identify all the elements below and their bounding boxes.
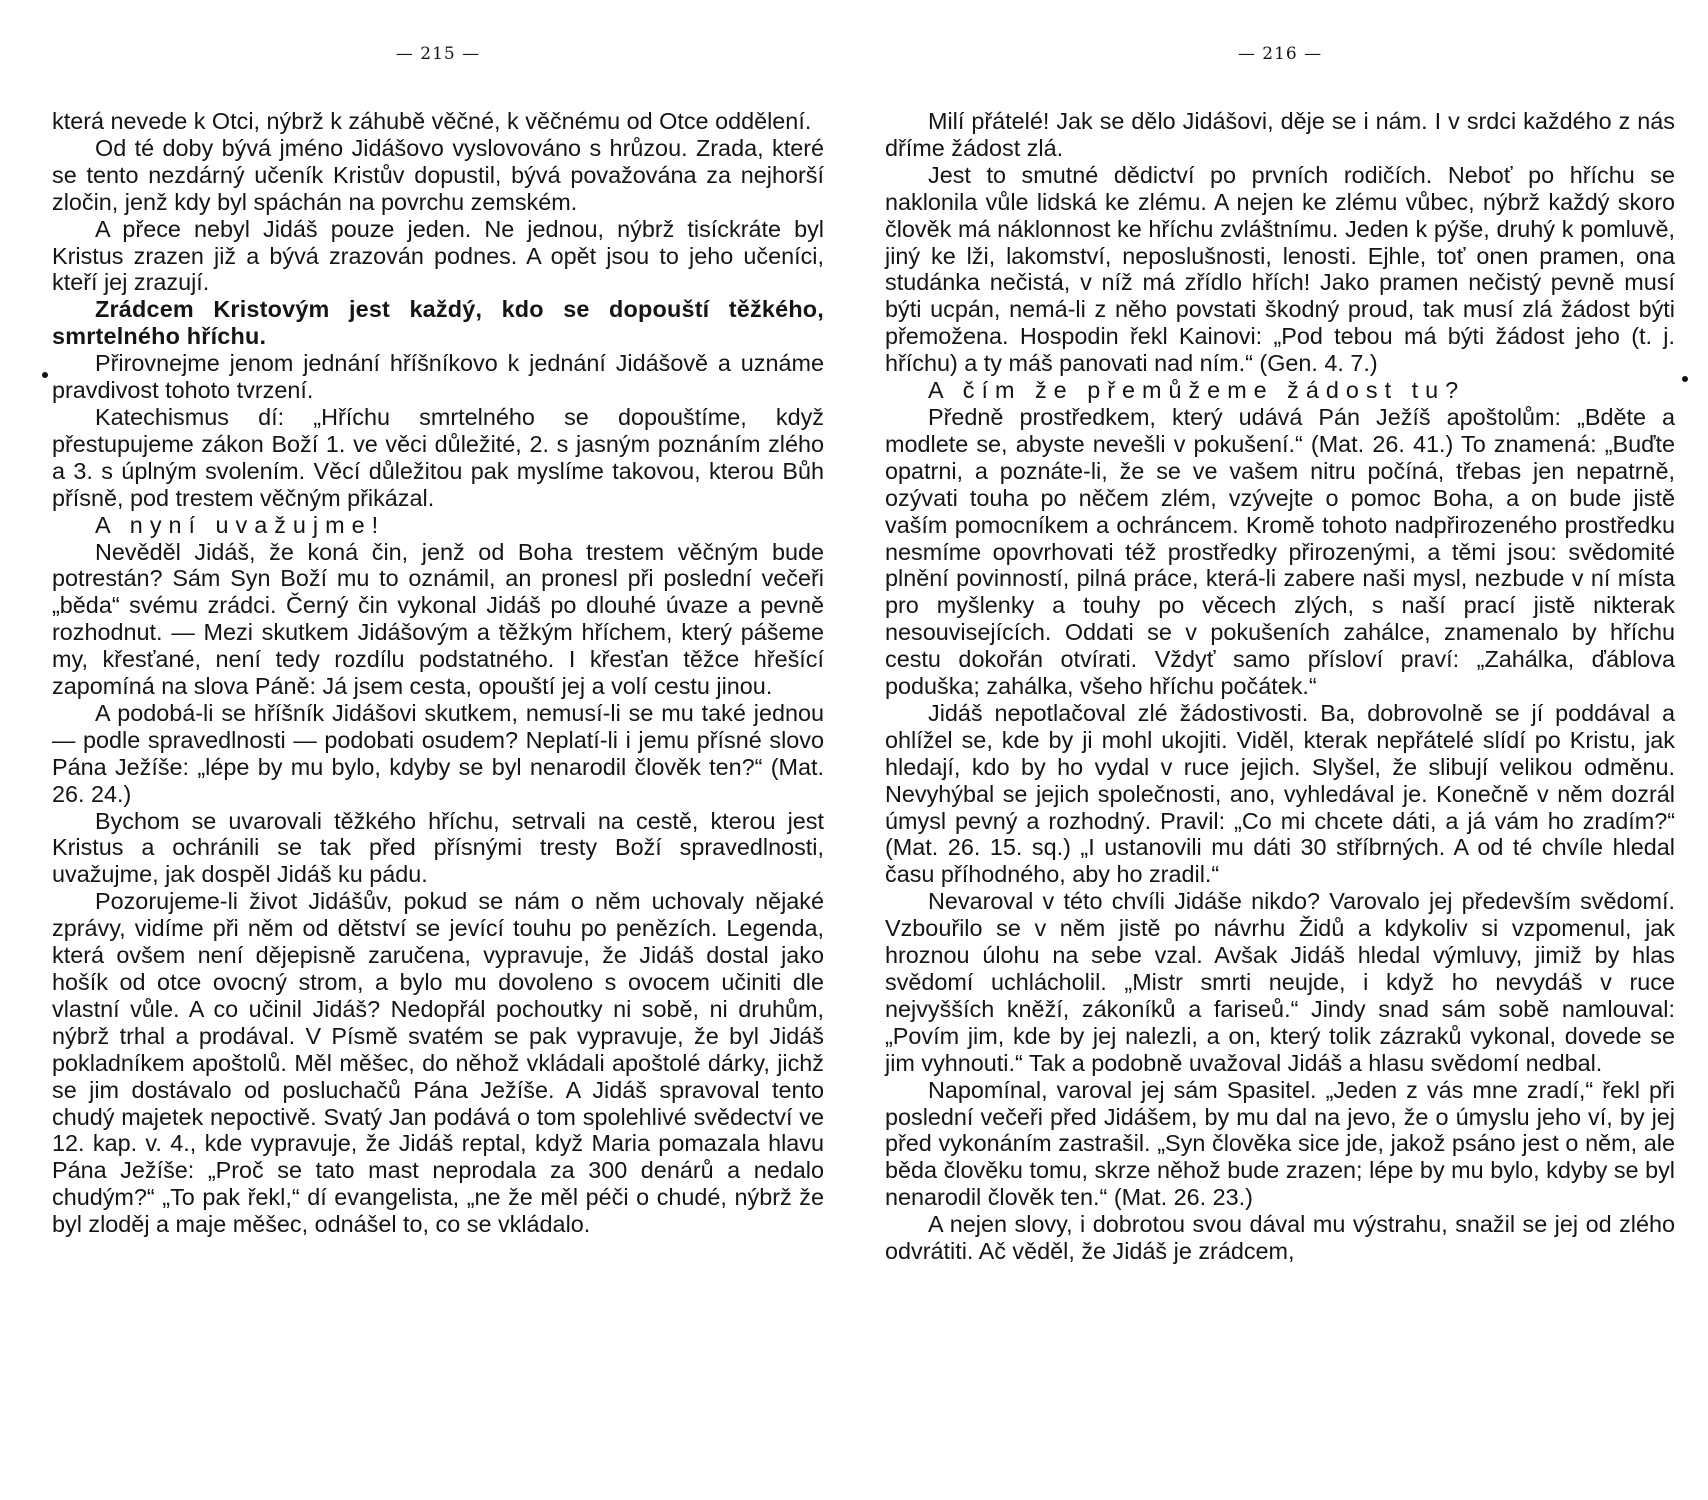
paragraph: A čím že přemůžeme žádost tu?: [928, 377, 1466, 404]
paragraph: Nevěděl Jidáš, že koná čin, jenž od Boha trestem věčným bude potrestán? Sám Syn Boží mu to oznámil, an pronesl při poslední večeři „běda“ svému zrádci. Černý čin vykonal Jidáš po dlouhé úvaze a pevně rozhodnut. — Mezi skutkem Jidášovým a těžkým hříchem, který pášeme my, křesťané, není tedy rozdílu podstatného. I křesťan těžce hřešící zapomíná na slova Páně: Já jsem cesta, opouští jej a volí cestu jinou.: [52, 538, 824, 700]
paragraph: která nevede k Otci, nýbrž k záhubě věčné, k věčnému od Otce oddělení.: [52, 108, 812, 134]
margin-dot: [1682, 376, 1688, 382]
paragraph: A nejen slovy, i dobrotou svou dával mu výstrahu, snažil se jej od zlého odvrátiti. Ač věděl, že Jidáš je zrádcem,: [885, 1211, 1675, 1265]
paragraph: Milí přátelé! Jak se dělo Jidášovi, děje se i nám. I v srdci každého z nás dříme žádost zlá.: [885, 108, 1675, 161]
paragraph: A přece nebyl Jidáš pouze jeden. Ne jednou, nýbrž tisíckráte byl Kristus zrazen již a bývá zrazován podnes. A opět jsou to jeho učeníci, kteří jej zrazují.: [52, 215, 824, 296]
paragraph: Jidáš nepotlačoval zlé žádostivosti. Ba, dobrovolně se jí poddával a ohlížel se, kde by ji mohl ukojiti. Viděl, kterak nepřátelé slídí po Kristu, jak hledají, kdo by ho vydal v ruce jejich. Slyšel, že slibují velikou odměnu. Nevyhýbal se jejich společnosti, ano, vyhledával je. Konečně v něm dozrál úmysl pevný a rozhodný. Pravil: „Co mi chcete dáti, a já vám ho zradím?“ (Mat. 26. 15. sq.) „I ustanovili mu dáti 30 stříbrných. A od té chvíle hledal času příhodného, aby ho zradil.“: [885, 699, 1675, 888]
paragraph: Předně prostředkem, který udává Pán Ježíš apoštolům: „Bděte a modlete se, abyste nevešli v pokušení.“ (Mat. 26. 41.) To znamená: „Buďte opatrni, a poznáte-li, že se ve vašem nitru počíná, třebas jen nepatrně, ozývati touha po něčem zlém, vzývejte o pomoc Boha, a on bude jistě vaším pomocníkem a ochráncem. Kromě tohoto nadpřirozeného prostředku nesmíme opovrhovati též prostředky přirozenými, a těmi jsou: svědomité plnění povinností, pilná práce, která-li zabere naši mysl, nezbude v ní místa pro myšlenky a touhy po věcech zlých, s naší prací jistě nikterak nesouvisejících. Oddati se v pokušeních zahálce, znamenalo by hříchu cestu dokořán otvírati. Vždyť samo přísloví praví: „Zahálka, ďáblova poduška; zahálka, všeho hříchu počátek.“: [885, 403, 1675, 700]
page-text: [885, 108, 1675, 1265]
margin-dot: [42, 372, 48, 378]
paragraph: Od té doby bývá jméno Jidášovo vyslovováno s hrůzou. Zrada, které se tento nezdárný učeník Kristův dopustil, bývá považována za nejhorší zločin, jenž kdy byl spáchán na povrchu zemském.: [52, 134, 824, 215]
bold-heading: Zrádcem Kristovým jest každý, kdo se dopouští těžkého, smrtelného hříchu.: [52, 296, 824, 350]
paragraph: Bychom se uvarovali těžkého hříchu, setrvali na cestě, kterou jest Kristus a ochránili se tak před přísnými tresty Boží spravedlnosti, uvažujme, jak dospěl Jidáš ku pádu.: [52, 807, 824, 888]
paragraph: A podobá-li se hříšník Jidášovi skutkem, nemusí-li se mu také jednou — podle spravedlnosti — podobati osudem? Neplatí-li i jemu přísné slovo Pána Ježíše: „lépe by mu bylo, kdyby se byl nenarodil člověk ten?“ (Mat. 26. 24.): [52, 699, 824, 807]
paragraph: Napomínal, varoval jej sám Spasitel. „Jeden z vás mne zradí,“ řekl při poslední večeři před Jidášem, by mu dal na jevo, že o úmyslu jeho ví, by jej před vykonáním zastrašil. „Syn člověka sice jde, jakož psáno jest o něm, ale běda člověku tomu, skrze něhož bude zrazen; lépe by mu bylo, kdyby se byl nenarodil člověk ten.“ (Mat. 26. 23.): [885, 1076, 1675, 1211]
paragraph: Katechismus dí: „Hříchu smrtelného se dopouštíme, když přestupujeme zákon Boží 1. ve věci důležité, 2. s jasným poznáním zlého a 3. s úplným svolením. Věcí důležitou pak myslíme takovou, kterou Bůh přísně, pod trestem věčným přikázal.: [52, 403, 824, 511]
paragraph: Jest to smutné dědictví po prvních rodičích. Neboť po hříchu se naklonila vůle lidská ke zlému. A nejen ke zlému vůbec, nýbrž každý skoro člověk má náklonnost ke hříchu zvláštnímu. Jeden k pýše, druhý k pomluvě, jiný ke lži, lakomství, neposlušnosti, lenosti. Ejhle, toť onen pramen, ona studánka nečistá, v níž má zřídlo hřích! Jako pramen nečistý pevně musí býti ucpán, nemá-li z něho povstati škodný proud, tak musí zlá žádost býti přemožena. Hospodin řekl Kainovi: „Pod tebou má býti žádost jeho (t. j. hříchu) a ty máš panovati nad ním.“ (Gen. 4. 7.): [885, 161, 1675, 377]
paragraph: Nevaroval v této chvíli Jidáše nikdo? Varovalo jej především svědomí. Vzbouřilo se v něm jistě po návrhu Židů a kdykoliv si vzpomenul, jak hroznou úlohu na sebe vzal. Avšak Jidáš hledal výmluvy, jimiž by hlas svědomí uchlácholil. „Mistr smrti neujde, i když ho nevydáš v ruce nejvyšších kněží, zákoníků a fariseů.“ Jindy snad sám sobě namlouval: „Povím jim, kde by jej nalezli, a on, který tolik zázraků vykonal, dovede se jim vyhnouti.“ Tak a podobně uvažoval Jidáš a hlasu svědomí nedbal.: [885, 888, 1675, 1076]
right-page: [885, 0, 1675, 1500]
paragraph: A nyní uvažujme!: [95, 511, 386, 538]
page-number: — 216 —: [1237, 44, 1323, 64]
paragraph: Přirovnejme jenom jednání hříšníkovo k jednání Jidášově a uznáme pravdivost tohoto tvrzení.: [52, 350, 824, 404]
paragraph: Pozorujeme-li život Jidášův, pokud se nám o něm uchovaly nějaké zprávy, vidíme při něm od dětství se jevící touhu po penězích. Legenda, která ovšem není dějepisně zaručena, vypravuje, že Jidáš dostal jako hošík od otce ovocný strom, a bylo mu dovoleno s ovocem učiniti dle vlastní vůle. A co učinil Jidáš? Nedopřál pochoutky ni sobě, ni druhům, nýbrž trhal a prodával. V Písmě svatém se pak vypravuje, že byl Jidáš pokladníkem apoštolů. Měl měšec, do něhož vkládali apoštolé dárky, jichž se jim dostávalo od posluchačů Pána Ježíše. A Jidáš spravoval tento chudý majetek nepoctivě. Svatý Jan podává o tom spolehlivé svědectví ve 12. kap. v. 4., kde vypravuje, že Jidáš reptal, když Maria pomazala hlavu Pána Ježíše: „Proč se tato mast neprodala za 300 denárů a nedalo chudým?“ „To pak řekl,“ dí evangelista, „ne že měl péči o chudé, nýbrž že byl zloděj a maje měšec, odnášel to, co se vkládalo.: [52, 888, 824, 1238]
page-text: [52, 108, 824, 1238]
page-number: — 215 —: [395, 44, 481, 64]
left-page: [52, 0, 824, 1500]
